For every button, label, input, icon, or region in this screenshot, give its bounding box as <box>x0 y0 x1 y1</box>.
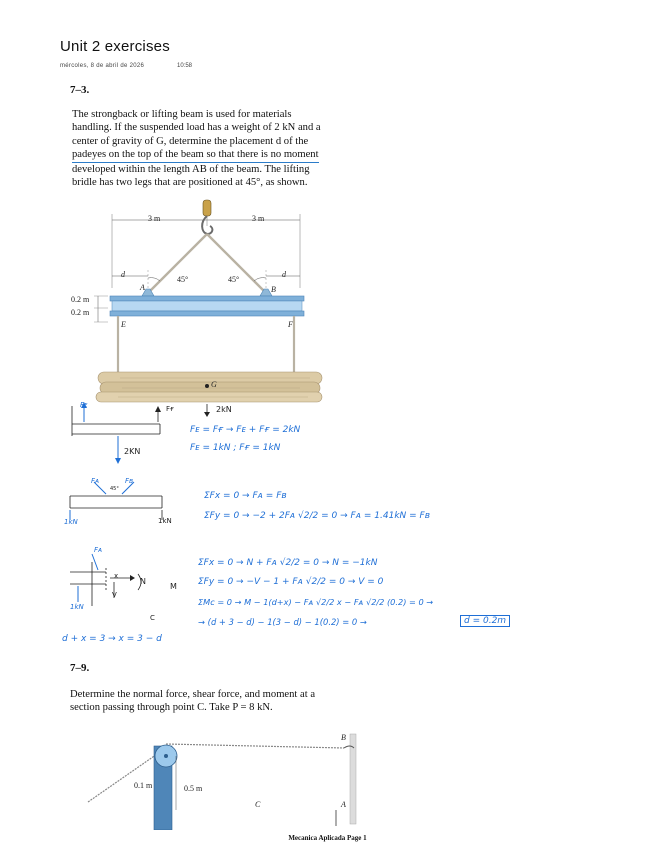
problem-number: 7–9. <box>70 662 90 674</box>
arrow-head-icon <box>155 406 161 412</box>
fbd1-load-mid-label: 2KN <box>124 447 141 456</box>
fbd2-angle-label: 45° <box>110 486 119 492</box>
problem-line: The strongback or lifting beam is used for materials <box>72 109 292 120</box>
fbd3-side-note: d + x = 3 → x = 3 − d <box>62 634 162 644</box>
fbd3-m-label: M <box>170 582 177 591</box>
height-label-top: 0.2 m <box>71 295 90 304</box>
point-g-label: G <box>211 380 217 389</box>
hook-icon <box>202 216 212 234</box>
radius-label: 0.1 m <box>134 781 153 790</box>
problem-text <box>72 108 372 189</box>
fbd2-equation-1: ΣFx = 0 → Fᴀ = Fʙ <box>204 491 287 501</box>
problem-line: handling. If the suspended load has a weight of 2 kN and a <box>72 122 321 134</box>
arrow-head-icon <box>130 575 135 581</box>
note-date: mércoles, 8 de abril de 2026 <box>60 63 145 69</box>
problem-text <box>70 688 390 715</box>
problem-line: Determine the normal force, shear force, and moment at a <box>70 689 316 700</box>
angle-left-label: 45° <box>177 275 189 284</box>
height-label: 0.5 m <box>184 784 203 793</box>
dim-right-label: 3 m <box>252 214 265 223</box>
fbd3-c-label: C <box>150 614 155 622</box>
point-c-label: C <box>255 800 261 809</box>
problem-line: section passing through point C. Take P = 8 kN. <box>70 702 273 714</box>
fbd2-fa-label: Fᴀ <box>91 477 100 485</box>
fbd3-equation-3: ΣMc = 0 → M − 1(d+x) − Fᴀ √2/2 x − Fᴀ √2/2 (0.2) = 0 → <box>198 597 434 607</box>
fbd3-sketch <box>62 544 182 624</box>
fbd3-equation-4: → (d + 3 − d) − 1(3 − d) − 1(0.2) = 0 → <box>198 617 367 627</box>
bridle-leg-right <box>207 234 266 293</box>
point-b-label: B <box>271 285 276 294</box>
fbd3-v-label: V <box>112 591 117 599</box>
center-of-gravity-dot <box>205 384 209 388</box>
rope-diagonal <box>88 752 160 802</box>
angle-arc <box>148 278 160 281</box>
fbd1-equation-1: Fᴇ = Fғ → Fᴇ + Fғ = 2kN <box>190 425 301 435</box>
frame-figure <box>80 730 370 830</box>
fbd3-x-label: x <box>114 572 119 580</box>
point-b-label: B <box>341 733 346 742</box>
lifting-beam-figure <box>60 198 330 413</box>
page-title: Unit 2 exercises <box>60 38 170 55</box>
fbd2-equation-2: ΣFy = 0 → −2 + 2Fᴀ √2/2 = 0 → Fᴀ = 1.41kN = Fʙ <box>204 511 430 521</box>
fbd1-ff-label: Fғ <box>166 405 175 413</box>
fbd1-equation-2: Fᴇ = 1kN ; Fғ = 1kN <box>190 443 281 453</box>
point-e-label: E <box>121 320 126 329</box>
fbd3-arrow-fa <box>92 554 98 570</box>
d-right-label: d <box>282 270 286 279</box>
pulley-pin <box>164 754 168 758</box>
point-f-label: F <box>288 320 293 329</box>
dim-left-label: 3 m <box>148 214 161 223</box>
fbd3-result: d = 0.2m <box>460 615 510 627</box>
fbd2-fb-label: Fʙ <box>125 477 134 485</box>
hook-shackle <box>203 200 211 216</box>
problem-line: bridle has two legs that are positioned at 45°, as shown. <box>72 177 308 189</box>
note-time: 10:58 <box>177 63 193 69</box>
fbd3-n-label: N <box>140 577 146 586</box>
problem-number: 7–3. <box>70 84 90 96</box>
fbd1-fe-label: Fᴇ <box>80 401 88 409</box>
fbd3-load-label: 1kN <box>70 603 84 611</box>
bridle-leg-left <box>148 234 207 293</box>
arrow-head-icon <box>204 412 210 417</box>
rope-horizontal <box>166 744 344 748</box>
d-left-label: d <box>121 270 125 279</box>
height-label-bottom: 0.2 m <box>71 308 90 317</box>
angle-arc <box>254 278 266 281</box>
beam-bottom-flange <box>110 311 304 316</box>
angle-right-label: 45° <box>228 275 240 284</box>
beam-web <box>112 301 302 311</box>
page-footer: Mecanica Aplicada Page 1 <box>288 834 367 842</box>
fbd3-fa-label: Fᴀ <box>94 546 103 554</box>
fbd2-right-load-label: 1kN <box>158 517 172 525</box>
fbd3-equation-1: ΣFx = 0 → N + Fᴀ √2/2 = 0 → N = −1kN <box>198 558 378 568</box>
problem-line: developed within the length AB of the beam. The lifting <box>72 163 310 175</box>
point-a-label: A <box>341 800 346 809</box>
point-a-label: A <box>140 283 145 292</box>
fbd3-equation-2: ΣFy = 0 → −V − 1 + Fᴀ √2/2 = 0 → V = 0 <box>198 577 384 587</box>
problem-line: padeyes on the top of the beam so that there is no moment <box>72 148 319 162</box>
fbd2-left-load-label: 1kN <box>64 518 78 526</box>
beam-top-flange <box>110 296 304 301</box>
problem-line: center of gravity of G, determine the placement d of the <box>72 135 309 147</box>
arrow-head-icon <box>115 458 121 464</box>
fbd1-load-label: 2kN <box>216 405 232 414</box>
